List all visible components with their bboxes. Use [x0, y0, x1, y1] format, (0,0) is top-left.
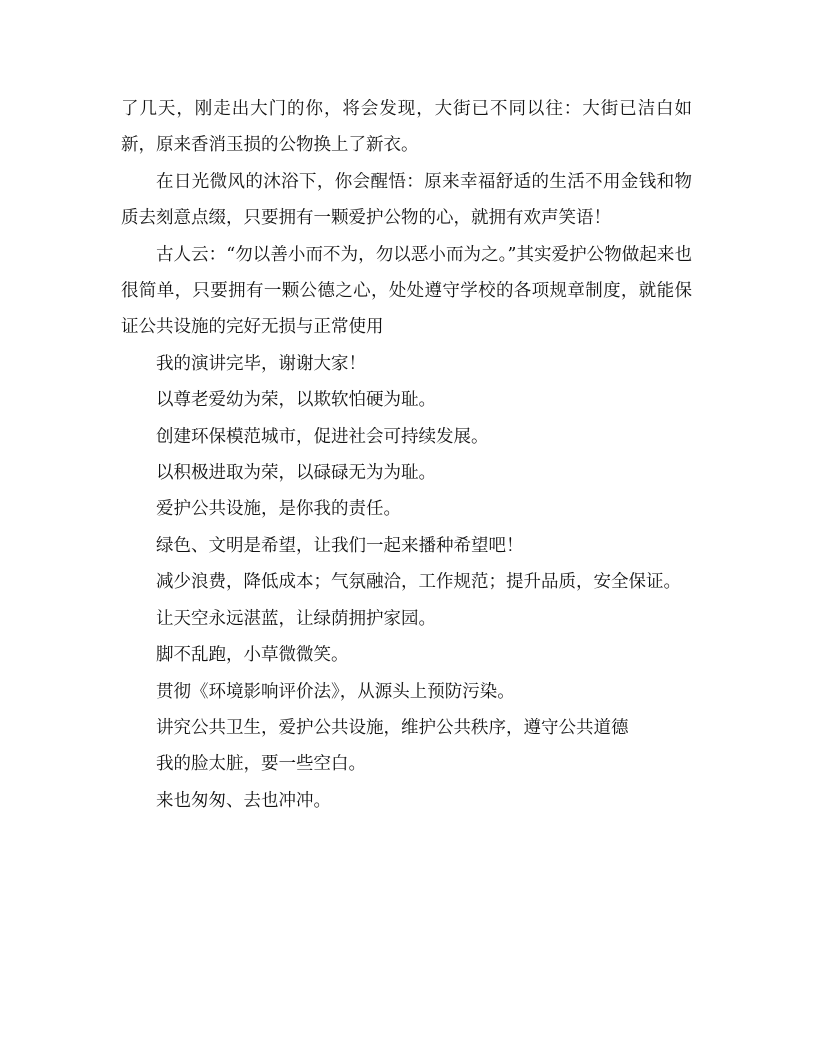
paragraph: 在日光微风的沐浴下，你会醒悟：原来幸福舒适的生活不用金钱和物质去刻意点缀，只要拥有一颗爱护公物的心，就拥有欢声笑语！	[121, 171, 692, 229]
paragraph: 来也匆匆、去也冲冲。	[156, 790, 331, 811]
paragraph: 讲究公共卫生，爱护公共设施，维护公共秩序，遵守公共道德	[156, 717, 629, 738]
document-body	[121, 91, 692, 819]
paragraph: 古人云：“勿以善小而不为，勿以恶小而为之。”其实爱护公物做起来也很简单，只要拥有一颗公德之心，处处遵守学校的各项规章制度，就能保证公共设施的完好无损与正常使用	[121, 244, 692, 338]
paragraph: 创建环保模范城市，促进社会可持续发展。	[156, 426, 489, 447]
paragraph: 了几天，刚走出大门的你，将会发现，大街已不同以往：大街已洁白如新，原来香消玉损的公物换上了新衣。	[121, 99, 692, 156]
paragraph: 以积极进取为荣，以碌碌无为为耻。	[156, 463, 436, 484]
paragraph: 绿色、文明是希望，让我们一起来播种希望吧！	[156, 535, 524, 556]
paragraph: 爱护公共设施，是你我的责任。	[156, 499, 401, 520]
paragraph: 以尊老爱幼为荣，以欺软怕硬为耻。	[156, 390, 436, 411]
paragraph: 让天空永远湛蓝，让绿荫拥护家园。	[156, 608, 436, 629]
paragraph: 我的脸太脏，要一些空白。	[156, 754, 366, 775]
paragraph: 我的演讲完毕，谢谢大家！	[156, 353, 366, 374]
paragraph: 脚不乱跑，小草微微笑。	[156, 645, 349, 666]
paragraph: 减少浪费，降低成本；气氛融洽，工作规范；提升品质，安全保证。	[156, 572, 681, 593]
paragraph: 贯彻《环境影响评价法》，从源头上预防污染。	[156, 681, 515, 702]
